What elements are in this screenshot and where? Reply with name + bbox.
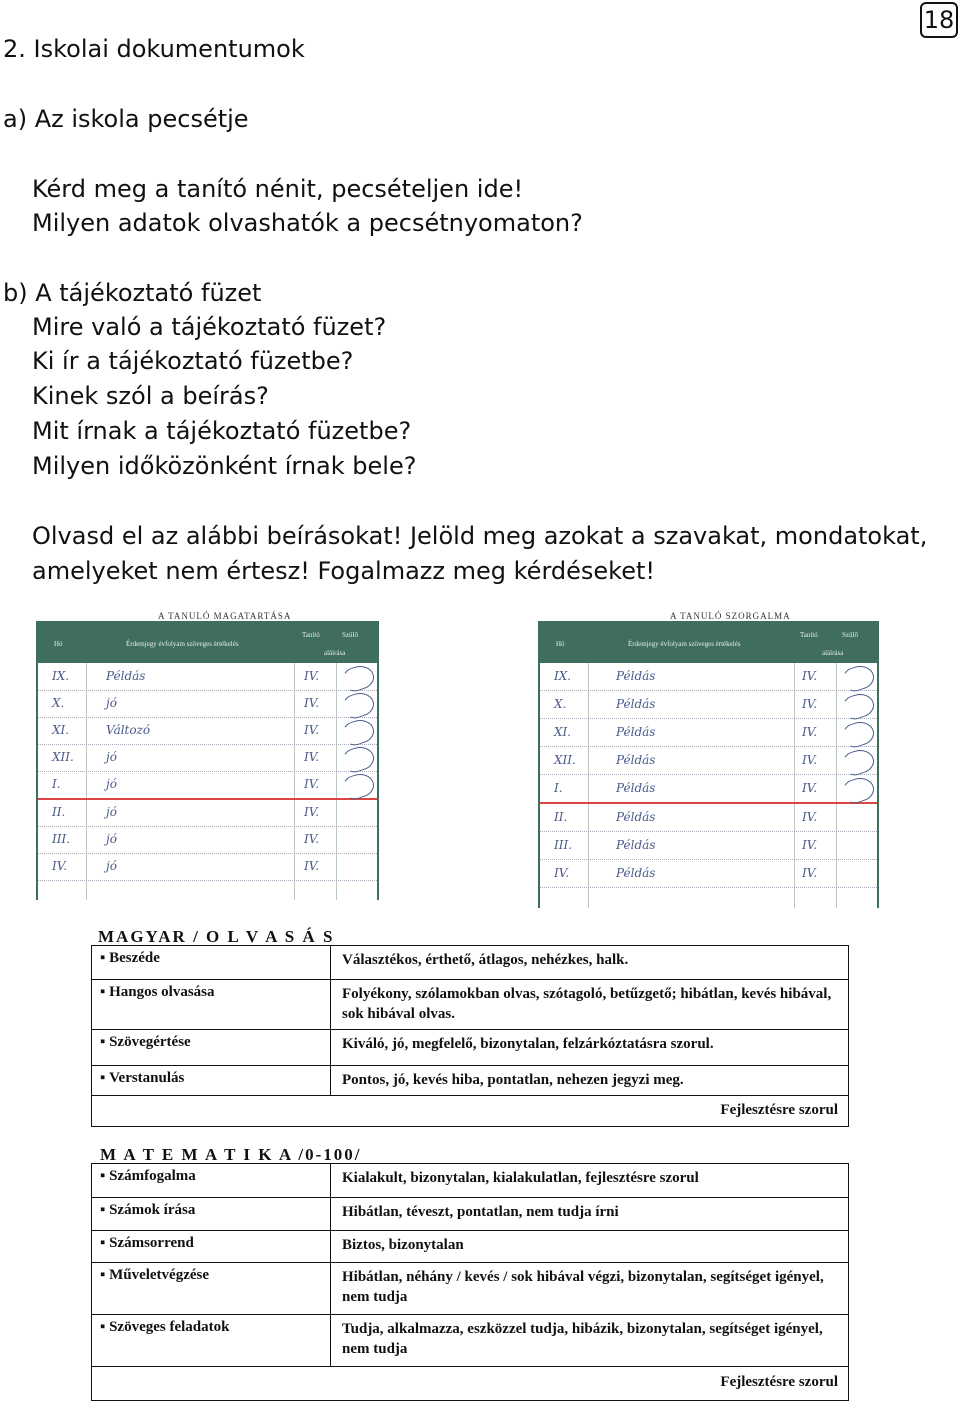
gradebook-row: III. jó IV. [38,826,377,854]
header-grade: Érdemjegy évfolyam szöveges értékelés [126,640,239,648]
gradebook-row: XII. Példás IV. [540,747,877,775]
eval-footer-row [92,1366,848,1401]
gradebook-row: I. jó IV. [38,771,377,800]
eval-footer: Fejlesztésre szorul [720,1102,838,1118]
eval-row [92,946,848,979]
gradebook-row: IV. jó IV. [38,853,377,881]
gradebook-row: X. jó IV. [38,690,377,718]
header-month: Hó [54,640,63,648]
gradebook-row: II. Példás IV. [540,804,877,832]
page-heading: 2. Iskolai dokumentumok [3,35,305,63]
eval-options: Kiváló, jó, megfelelő, bizonytalan, felzárkóztatásra szorul. [342,1036,714,1052]
eval-options: Pontos, jó, kevés hiba, pontatlan, nehezen jegyzi meg. [342,1072,684,1088]
gradebook-row: III. Példás IV. [540,832,877,860]
behavior-gradebook-scan [36,603,379,900]
eval-label: ▪ Műveletvégzése [100,1267,210,1283]
eval-label: ▪ Számfogalma [100,1168,196,1184]
section-b-title: b) A tájékoztató füzet [3,279,262,307]
section-b-line: Kinek szól a beírás? [32,382,269,410]
page-number: 18 [920,2,958,38]
eval-label: ▪ Verstanulás [100,1070,185,1086]
section-a-line: Kérd meg a tanító nénit, pecsételjen ide! [32,175,524,203]
matek-title: M A T E M A T I K A /0-100/ [100,1145,362,1164]
eval-row [92,1197,848,1231]
gradebook-header [36,621,379,663]
section-b-line: Milyen időközönként írnak bele? [32,452,417,480]
gradebook-row: I. Példás IV. [540,775,877,804]
eval-label: ▪ Számok írása [100,1202,196,1218]
diligence-gradebook-scan [538,603,879,908]
eval-label: ▪ Szöveges feladatok [100,1319,230,1335]
gradebook-row: IX. Példás IV. [38,663,377,691]
gradebook-row: II. jó IV. [38,799,377,827]
eval-row [92,1164,848,1197]
eval-row [92,1314,848,1367]
header-signature: aláírása [822,649,844,657]
gradebook-grid [36,663,379,900]
eval-footer-row [92,1095,848,1127]
header-grade: Érdemjegy évfolyam szöveges értékelés [628,640,741,648]
eval-label: ▪ Hangos olvasása [100,984,215,1000]
header-teacher: Tanító [302,631,320,639]
gradebook-caption: A TANULÓ MAGATARTÁSA [158,611,292,621]
magyar-title: MAGYAR / O L V A S Á S [98,927,335,946]
gradebook-row: XI. Változó IV. [38,717,377,745]
instruction-line: amelyeket nem értesz! Fogalmazz meg kérdéseket! [32,557,656,585]
section-a-line: Milyen adatok olvashatók a pecsétnyomaton? [32,209,583,237]
header-parent: Szülő [342,631,358,639]
eval-row [92,1262,848,1315]
eval-row [92,979,848,1030]
matek-evaluation-table [91,1145,849,1401]
header-teacher: Tanító [800,631,818,639]
gradebook-row: XII. jó IV. [38,744,377,772]
gradebook-caption: A TANULÓ SZORGALMA [670,611,791,621]
eval-row [92,1029,848,1066]
eval-options: Hibátlan, téveszt, pontatlan, nem tudja írni [342,1204,619,1220]
header-parent: Szülő [842,631,858,639]
eval-footer: Fejlesztésre szorul [720,1374,838,1390]
gradebook-row: X. Példás IV. [540,691,877,719]
magyar-evaluation-table [91,927,849,1127]
eval-label: ▪ Beszéde [100,950,160,966]
gradebook-row: XI. Példás IV. [540,719,877,747]
section-b-line: Mire való a tájékoztató füzet? [32,313,387,341]
eval-label: ▪ Számsorrend [100,1235,194,1251]
gradebook-row: IV. Példás IV. [540,860,877,888]
section-b-line: Mit írnak a tájékoztató füzetbe? [32,417,412,445]
eval-options: Hibátlan, néhány / kevés / sok hibával végzi, bizonytalan, segítséget igényel, nem tudja [342,1269,824,1305]
eval-options: Tudja, alkalmazza, eszközzel tudja, hibázik, bizonytalan, segítséget igényel, nem tudja [342,1321,823,1357]
section-a-title: a) Az iskola pecsétje [3,105,249,133]
eval-row [92,1230,848,1263]
eval-options: Folyékony, szólamokban olvas, szótagoló, betűzgető; hibátlan, kevés hibával, sok hibával olvas. [342,986,832,1022]
gradebook-row: IX. Példás IV. [540,663,877,691]
eval-options: Biztos, bizonytalan [342,1237,464,1253]
eval-options: Kialakult, bizonytalan, kialakulatlan, fejlesztésre szorul [342,1170,699,1186]
header-month: Hó [556,640,565,648]
eval-row [92,1065,848,1096]
section-b-line: Ki ír a tájékoztató füzetbe? [32,347,354,375]
gradebook-header [538,621,879,663]
header-signature: aláírása [324,649,346,657]
instruction-line: Olvasd el az alábbi beírásokat! Jelöld meg azokat a szavakat, mondatokat, [32,522,928,550]
eval-options: Választékos, érthető, átlagos, nehézkes, halk. [342,952,629,968]
eval-label: ▪ Szövegértése [100,1034,191,1050]
gradebook-grid [538,663,879,908]
